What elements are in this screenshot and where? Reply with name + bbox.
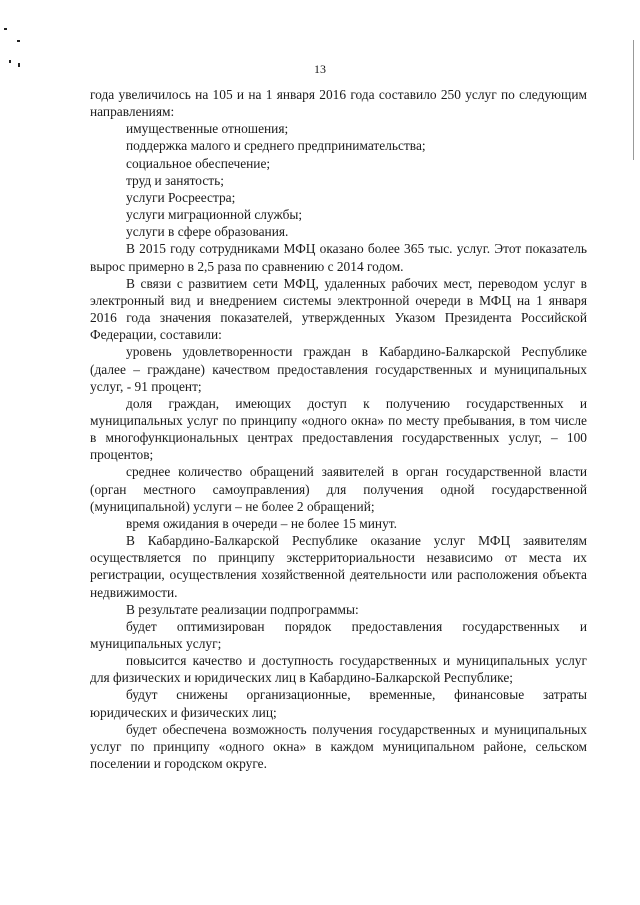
results-list <box>90 618 587 772</box>
result-item: повысится качество и доступность государственных и муниципальных услуг для физических и юридических лиц в Кабардино-Балкарской Республике; <box>90 653 587 686</box>
scan-artifact-mark <box>17 40 20 42</box>
paragraph-indicators-intro: В связи с развитием сети МФЦ, удаленных рабочих мест, переводом услуг в электронный вид и внедрением системы электронной очереди в МФЦ на 1 января 2016 года значения показателей, утвержденных Указом Президента Российской Федерации, составили: <box>90 275 587 343</box>
indicator-item: среднее количество обращений заявителей в орган государственной власти (орган местного самоуправления) для получения одной государственной (муниципальной) услуги – не более 2 обращений; <box>90 464 587 514</box>
result-item: будет обеспечена возможность получения государственных и муниципальных услуг по принципу «одного окна» в каждом муниципальном районе, сельском поселении и городском округе. <box>90 721 587 772</box>
indicators-list <box>90 343 587 532</box>
document-body <box>90 86 587 772</box>
indicator-item: время ожидания в очереди – не более 15 минут. <box>126 515 397 531</box>
direction-item: услуги Росреестра; <box>126 189 236 205</box>
paragraph-services-2015: В 2015 году сотрудниками МФЦ оказано более 365 тыс. услуг. Этот показатель вырос примерно в 2,5 раза по сравнению с 2014 годом. <box>90 241 587 274</box>
indicator-item: уровень удовлетворенности граждан в Кабардино-Балкарской Республике (далее – граждане) качеством предоставления государственных и муниципальных услуг, - 91 процент; <box>90 344 587 394</box>
direction-item: поддержка малого и среднего предпринимательства; <box>126 138 426 154</box>
direction-item: имущественные отношения; <box>126 121 289 137</box>
direction-item: социальное обеспечение; <box>126 155 271 171</box>
result-item: будет оптимизирован порядок предоставления государственных и муниципальных услуг; <box>90 618 587 651</box>
directions-list <box>90 120 587 240</box>
direction-item: услуги в сфере образования. <box>126 224 289 240</box>
paragraph-results-intro: В результате реализации подпрограммы: <box>126 601 359 617</box>
result-item: будут снижены организационные, временные, финансовые затраты юридических и физических лиц; <box>90 687 587 720</box>
indicator-item: доля граждан, имеющих доступ к получению государственных и муниципальных услуг по принципу «одного окна» по месту пребывания, в том числе в многофункциональных центрах предоставления государственных услуг, – 100 процентов; <box>90 395 587 463</box>
intro-continuation: года увеличилось на 105 и на 1 января 2016 года составило 250 услуг по следующим направлениям: <box>90 87 587 120</box>
direction-item: услуги миграционной службы; <box>126 207 303 223</box>
scan-artifact-mark <box>4 28 7 30</box>
direction-item: труд и занятость; <box>126 172 224 188</box>
page-number: 13 <box>314 62 326 76</box>
paragraph-extraterritorial: В Кабардино-Балкарской Республике оказание услуг МФЦ заявителям осуществляется по принципу экстерриториальности независимо от места их регистрации, осуществления хозяйственной деятельности или расположения объекта недвижимости. <box>90 533 587 600</box>
scan-edge-line <box>633 40 634 160</box>
